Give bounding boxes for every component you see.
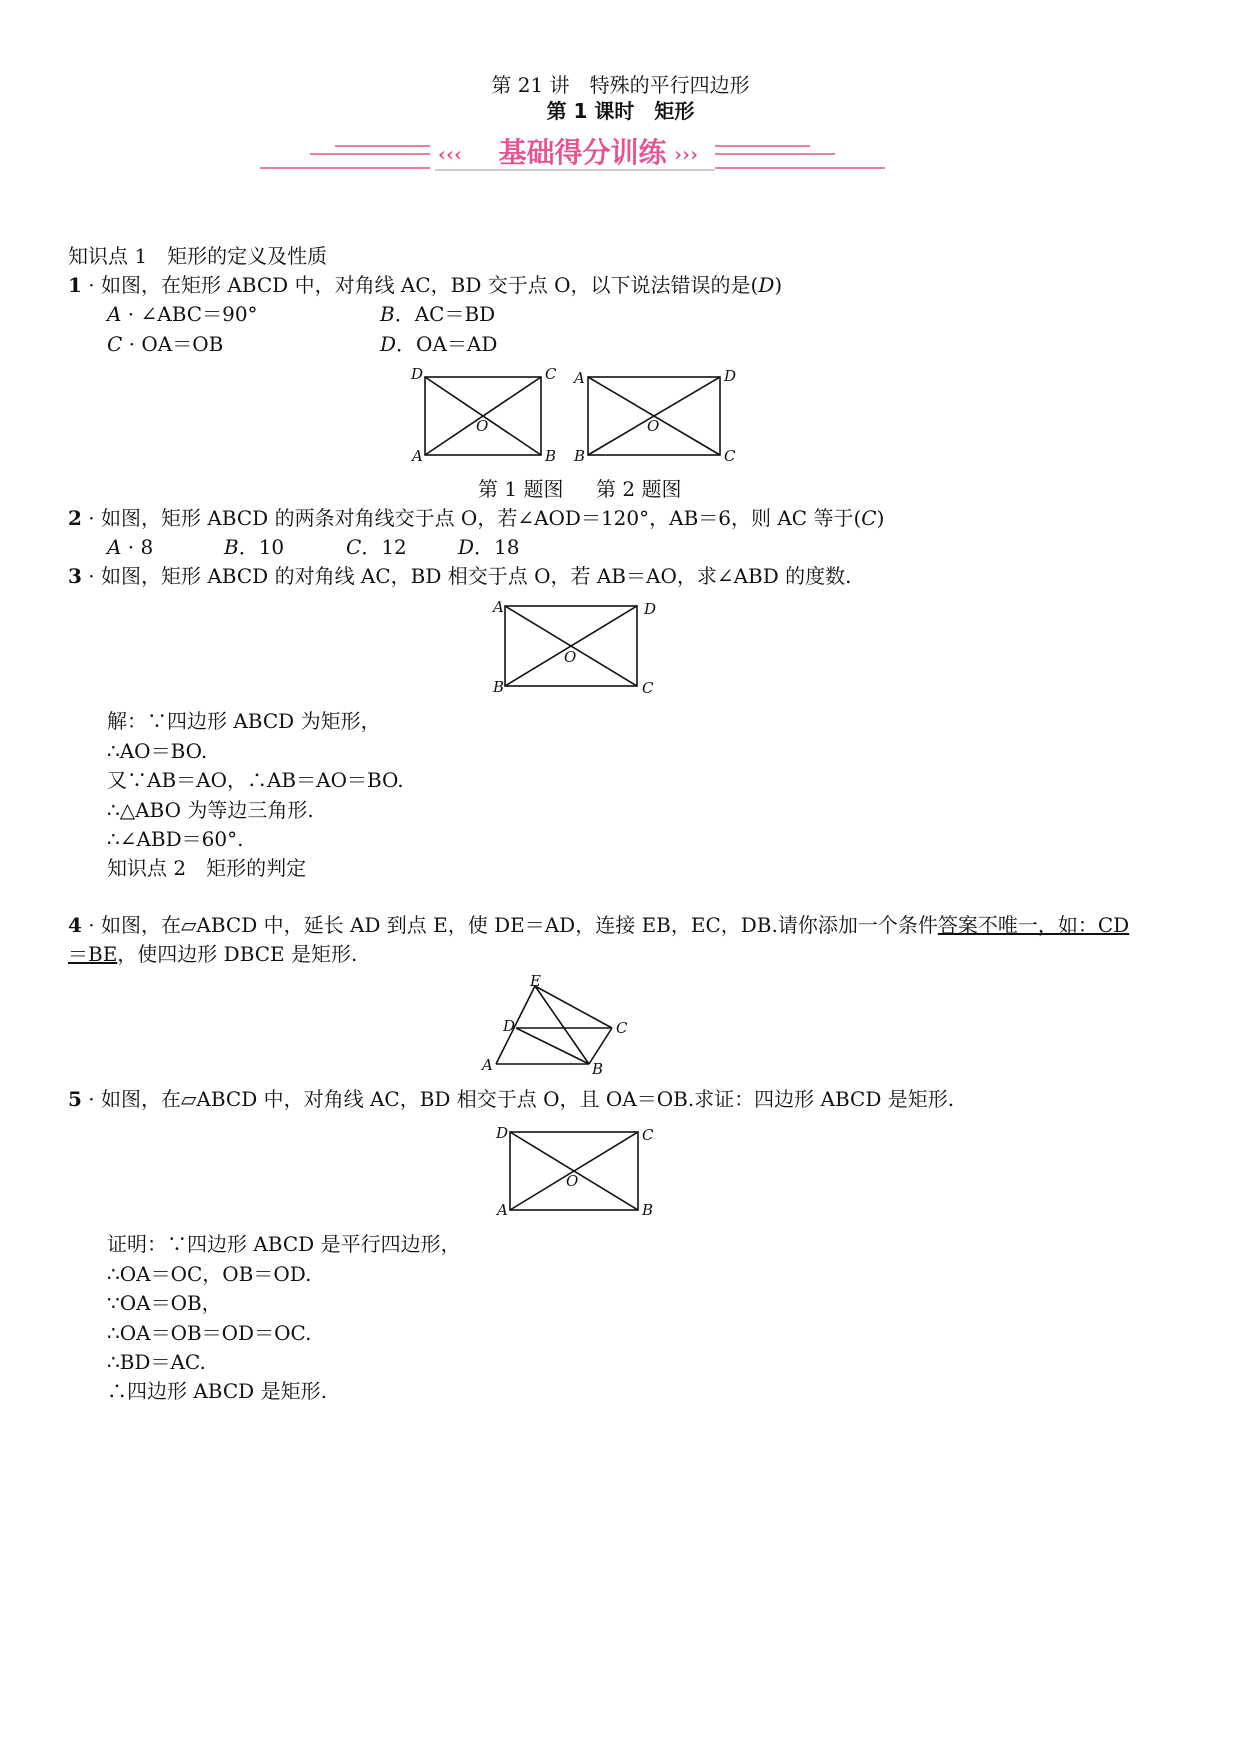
question-3: 3 · 如图，矩形 ABCD 的对角线 AC，BD 相交于点 O，若 AB＝AO，求∠ABD 的度数. — [68, 564, 852, 588]
svg-text:D: D — [724, 367, 737, 385]
svg-text:A: A — [574, 369, 585, 387]
option-d: D．18 — [458, 535, 520, 559]
answer-fill: ＝BE — [68, 942, 118, 966]
question-4: 4 · 如图，在▱ABCD 中，延长 AD 到点 E，使 DE＝AD，连接 EB，EC，DB.请你添加一个条件答案不唯一，如：CD — [68, 913, 1130, 937]
svg-text:A: A — [497, 1201, 508, 1219]
lecture-title: 第 21 讲 特殊的平行四边形 — [491, 73, 750, 97]
solution-line: ∴△ABO 为等边三角形. — [107, 798, 314, 822]
question-stem: 如图，在矩形 ABCD 中，对角线 AC，BD 交于点 O，以下说法错误的是( — [101, 273, 759, 297]
question-stem: 如图，矩形 ABCD 的对角线 AC，BD 相交于点 O，若 AB＝AO，求∠ABD 的度数. — [101, 564, 852, 588]
proof-line: ∴BD＝AC. — [107, 1350, 206, 1374]
svg-text:C: C — [642, 1126, 654, 1144]
option-b: B．AC＝BD — [380, 302, 496, 326]
svg-text:B: B — [574, 447, 586, 465]
answer-fill: 答案不唯一，如：CD — [937, 913, 1130, 937]
lesson-title: 第 1 课时 矩形 — [546, 99, 695, 123]
question-1: 1 · 如图，在矩形 ABCD 中，对角线 AC，BD 交于点 O，以下说法错误的是(D) — [68, 273, 783, 297]
proof-line: 证明：∵四边形 ABCD 是平行四边形， — [107, 1232, 461, 1256]
question-number: 2 — [68, 506, 82, 530]
svg-text:C: C — [724, 447, 736, 465]
option-b: B．10 — [224, 535, 285, 559]
svg-text:C: C — [642, 679, 654, 697]
question-4-cont: ＝BE，使四边形 DBCE 是矩形. — [68, 942, 358, 966]
figure-2-caption: 第 2 题图 — [596, 477, 682, 501]
answer-choice: C — [861, 506, 877, 530]
svg-text:B: B — [545, 447, 557, 465]
solution-line: 又∵AB＝AO，∴AB＝AO＝BO. — [107, 768, 404, 792]
option-d: D．OA＝AD — [380, 332, 498, 356]
svg-text:B: B — [592, 1060, 604, 1078]
option-a: A · ∠ABC＝90° — [107, 302, 258, 326]
solution-line: 解：∵四边形 ABCD 为矩形， — [107, 709, 381, 733]
svg-text:B: B — [493, 678, 505, 696]
svg-text:C: C — [616, 1019, 628, 1037]
svg-text:O: O — [566, 1172, 579, 1190]
question-2: 2 · 如图，矩形 ABCD 的两条对角线交于点 O，若∠AOD＝120°，AB＝6，则 AC 等于(C) — [68, 506, 885, 530]
svg-text:D: D — [503, 1017, 516, 1035]
question-stem: 如图，在▱ABCD 中，延长 AD 到点 E，使 DE＝AD，连接 EB，EC，DB.请你添加一个条件 — [101, 913, 938, 937]
figure-1-caption: 第 1 题图 — [478, 477, 564, 501]
question-5: 5 · 如图，在▱ABCD 中，对角线 AC，BD 相交于点 O，且 OA＝OB.求证：四边形 ABCD 是矩形. — [68, 1087, 955, 1111]
figure-2 — [566, 365, 741, 465]
figure-1 — [405, 365, 555, 465]
svg-text:C: C — [545, 365, 557, 383]
svg-text:D: D — [411, 365, 424, 383]
option-a: A · 8 — [107, 535, 154, 559]
question-stem: 如图，矩形 ABCD 的两条对角线交于点 O，若∠AOD＝120°，AB＝6，则 AC 等于( — [101, 506, 862, 530]
proof-line: ∴OA＝OB＝OD＝OC. — [107, 1321, 312, 1345]
proof-line: ∴OA＝OC，OB＝OD. — [107, 1262, 312, 1286]
svg-text:A: A — [482, 1056, 493, 1074]
svg-text:O: O — [564, 648, 577, 666]
solution-line: ∴∠ABD＝60°. — [107, 827, 244, 851]
svg-text:B: B — [642, 1201, 654, 1219]
question-number: 4 — [68, 913, 82, 937]
question-number: 1 — [68, 273, 82, 297]
answer-choice: D — [758, 273, 775, 297]
solution-line: ∴AO＝BO. — [107, 739, 208, 763]
proof-line: ∵OA＝OB， — [107, 1291, 222, 1315]
svg-text:E: E — [530, 972, 541, 990]
option-c: C．12 — [346, 535, 407, 559]
question-number: 5 — [68, 1087, 82, 1111]
option-c: C · OA＝OB — [107, 332, 224, 356]
question-stem: 如图，在▱ABCD 中，对角线 AC，BD 相交于点 O，且 OA＝OB.求证：四边形 ABCD 是矩形. — [101, 1087, 955, 1111]
svg-text:A: A — [412, 447, 423, 465]
question-number: 3 — [68, 564, 82, 588]
figure-3 — [487, 598, 662, 698]
banner-left-arrows: ‹‹‹ — [438, 142, 462, 166]
svg-text:O: O — [476, 417, 489, 435]
svg-text:O: O — [647, 417, 660, 435]
svg-text:D: D — [644, 600, 657, 618]
section-title-1: 知识点 1 矩形的定义及性质 — [68, 244, 328, 268]
banner-right-arrows: ››› — [674, 142, 698, 166]
proof-line: ∴四边形 ABCD 是矩形. — [107, 1379, 327, 1403]
figure-5 — [492, 1122, 662, 1222]
section-title-2: 知识点 2 矩形的判定 — [107, 856, 307, 880]
figure-4 — [478, 972, 633, 1077]
svg-text:A: A — [493, 598, 504, 616]
banner-text: 基础得分训练 — [498, 136, 667, 169]
svg-text:D: D — [496, 1124, 509, 1142]
